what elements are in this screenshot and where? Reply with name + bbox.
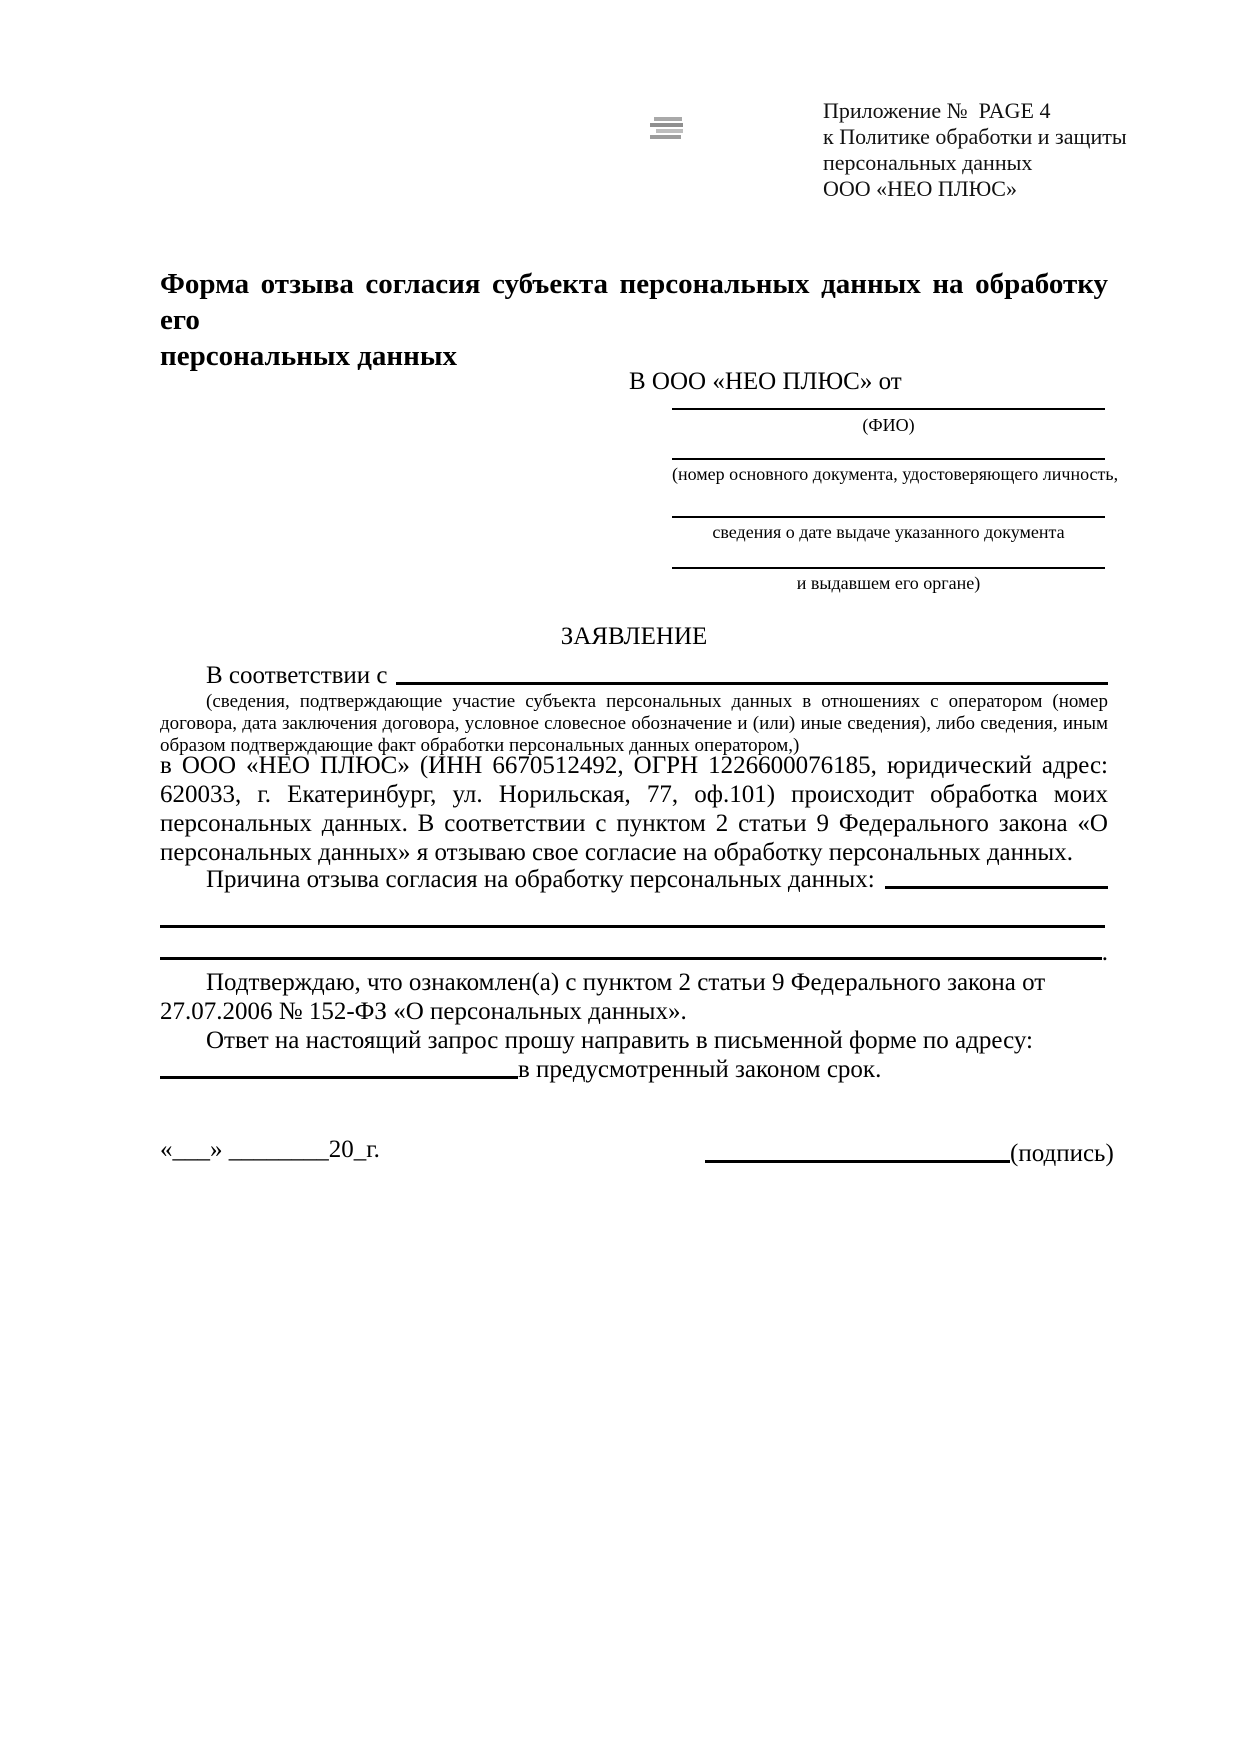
appendix-header-line: персональных данных	[823, 150, 1033, 175]
issuing-authority-caption: и выдавшем его органе)	[796, 573, 981, 593]
reason-continuation-line	[160, 925, 1105, 928]
document-number-caption: (номер основного документа, удостоверяющего личность,	[672, 464, 1119, 484]
closing-block	[160, 968, 1108, 1084]
reason-row	[160, 862, 1108, 894]
appendix-header-line: к Политике обработки и защиты	[823, 124, 1127, 149]
form-title	[160, 266, 1108, 374]
fine-print-note: (сведения, подтверждающие участие субъекта персональных данных в отношениях с оператором (номер договора, дата заключения договора, условное словесное обозначение и (или) иные сведения), либо сведения, иным образом подтверждающие факт обработки персональных данных оператором,)	[160, 691, 1108, 756]
body-line: в ООО «НЕО ПЛЮС» (ИНН 6670512492, ОГРН 1226600076185, юридический адрес:	[160, 752, 1108, 779]
appendix-header-line: ООО «НЕО ПЛЮС»	[823, 176, 1017, 201]
reason-continuation-line-2	[160, 936, 1108, 964]
reply-address-row	[160, 1055, 1108, 1084]
body-line: персональных данных. В соответствии с пунктом 2 статьи 9 Федерального закона «О	[160, 810, 1108, 837]
body-line: 620033, г. Екатеринбург, ул. Норильская, 77, оф.101) происходит обработка моих	[160, 781, 1108, 808]
reply-suffix: в предусмотренный законом срок.	[518, 1056, 882, 1083]
date-blank: «___» ________20_г.	[160, 1136, 380, 1163]
accordance-row	[160, 658, 1108, 690]
confirm-line: Подтверждаю, что ознакомлен(а) с пунктом 2 статьи 9 Федерального закона от	[206, 969, 1046, 996]
issue-date-blank-line	[672, 516, 1105, 518]
form-title-line: персональных данных	[160, 340, 457, 372]
issue-date-caption: сведения о дате выдаче указанного документа	[712, 522, 1065, 542]
document-number-blank-line	[672, 458, 1105, 460]
issuing-authority-blank-line	[672, 567, 1105, 569]
signature-row	[705, 1136, 1114, 1168]
reply-line: Ответ на настоящий запрос прошу направить в письменной форме по адресу:	[206, 1027, 1033, 1054]
accordance-blank-line	[396, 682, 1108, 685]
appendix-header-line: Приложение № PAGE 4	[823, 98, 1051, 123]
body-line: персональных данных» я отзываю свое согласие на обработку персональных данных.	[160, 839, 1073, 866]
reason-label: Причина отзыва согласия на обработку персональных данных:	[206, 866, 875, 893]
reason-blank-line	[885, 886, 1108, 889]
statement-heading: ЗАЯВЛЕНИЕ	[560, 623, 708, 650]
sentence-period: .	[1101, 939, 1108, 966]
reason-continuation-blank	[160, 957, 1102, 960]
fio-caption: (ФИО)	[862, 415, 915, 435]
signature-caption: (подпись)	[1010, 1140, 1114, 1167]
address-blank-line	[160, 1076, 518, 1079]
accordance-prefix: В соответствии с	[206, 662, 388, 689]
confirm-line: 27.07.2006 № 152-ФЗ «О персональных данных».	[160, 998, 687, 1025]
appendix-header	[823, 98, 1127, 202]
body-paragraph	[160, 751, 1108, 867]
addressee-line: В ООО «НЕО ПЛЮС» от	[629, 368, 902, 395]
form-title-line: Форма отзыва согласия субъекта персональных данных на обработку его	[160, 268, 1108, 336]
signature-blank-line	[705, 1160, 1010, 1163]
blurred-field-code-artifact	[650, 117, 684, 145]
fio-blank-line	[672, 408, 1105, 410]
